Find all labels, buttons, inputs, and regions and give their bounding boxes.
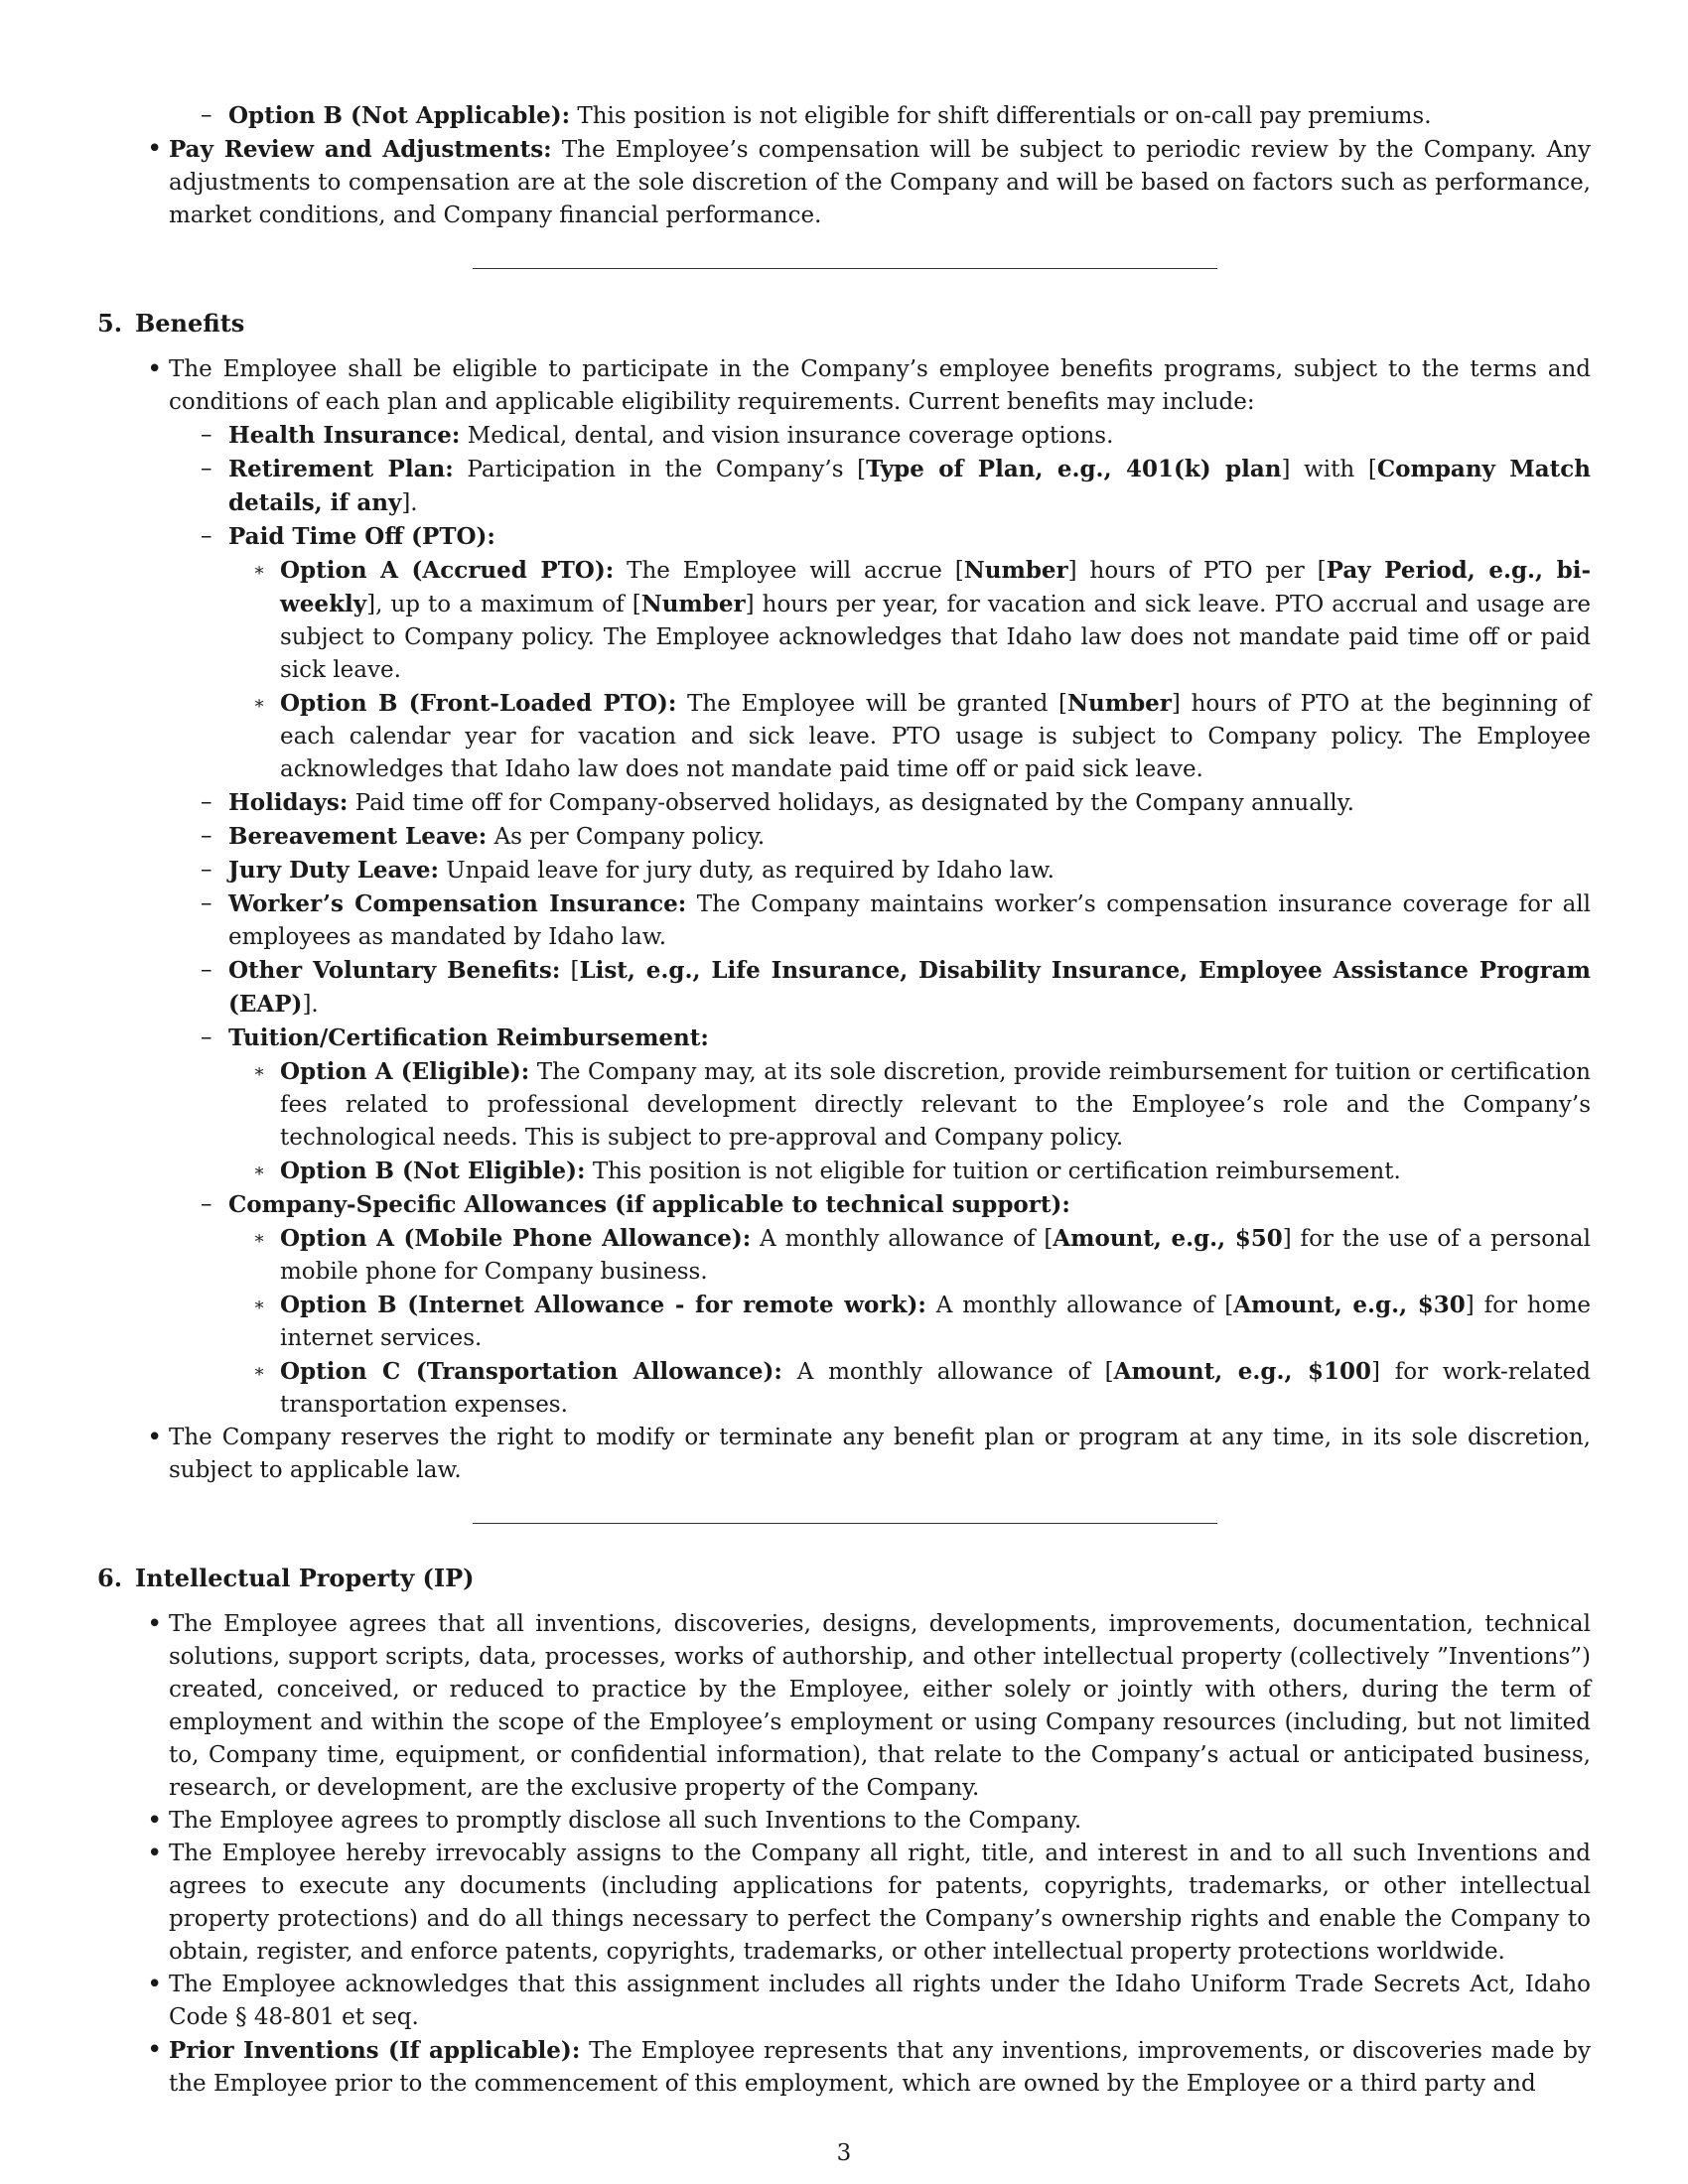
tuition-option-b: ∗ Option B (Not Eligible): This position is not eligible for tuition or certification reimbursement. <box>253 1158 1401 1184</box>
workers-comp: – Worker’s Compensation Insurance: The Company maintains worker’s compensation insurance coverage for all employees as mandated by Idaho law. <box>201 890 1592 950</box>
benefits-reserve: • The Company reserves the right to modify or terminate any benefit plan or program at any time, in its sole discretion, subject to applicable law. <box>147 1423 1591 1483</box>
bullet: • <box>147 134 163 164</box>
tuition-option-a: ∗ Option A (Eligible): The Company may, at its sole discretion, provide reimbursement for tuition or certification fees related to professional development directly relevant to the Employee’s role and the Company’s technological needs. This is subject to pre-approval and Company policy. <box>253 1058 1591 1151</box>
allowance-option-b: ∗ Option B (Internet Allowance - for remote work): A monthly allowance of [Amount, e.g., $30] for home internet services. <box>253 1292 1591 1351</box>
section-5-heading: 5. Benefits <box>97 309 245 338</box>
shift-option-b: – Option B (Not Applicable): This position is not eligible for shift differentials or on-call pay premiums. <box>228 99 1591 133</box>
holidays: – Holidays: Paid time off for Company-observed holidays, as designated by the Company annually. <box>201 789 1354 816</box>
voluntary-benefits: – Other Voluntary Benefits: [List, e.g., Life Insurance, Disability Insurance, Employee Assistance Program (EAP)]. <box>201 957 1591 1018</box>
benefits-intro: • The Employee shall be eligible to participate in the Company’s employee benefits programs, subject to the terms and conditions of each plan and applicable eligibility requirements. Current benefits may include: <box>147 354 1591 415</box>
section-6-heading: 6. Intellectual Property (IP) <box>97 1564 475 1592</box>
ip-paragraph-3: • The Employee hereby irrevocably assigns to the Company all right, title, and interest in and to all such Inventions and agrees to execute any documents (including applications for patents, copyrights, trademarks, or other intellectual property protections) and do all things necessary to perfect the Company’s ownership rights and enable the Company to obtain, register, and enforce patents, copyrights, trademarks, or other intellectual property protections worldwide. <box>147 1839 1591 1965</box>
ip-paragraph-1: • The Employee agrees that all inventions, discoveries, designs, developments, improvements, documentation, technical solutions, support scripts, data, processes, works of authorship, and other intellectual property (collectively ”Inventions”) created, conceived, or reduced to practice by the Employee, either solely or jointly with others, during the term of employment and within the scope of the Employee’s employment or using Company resources (including, but not limited to, Company time, equipment, or confidential information), that relate to the Company’s actual or anticipated business, research, or development, are the exclusive property of the Company. <box>147 1609 1591 1801</box>
allowance-option-c: ∗ Option C (Transportation Allowance): A monthly allowance of [Amount, e.g., $100] for work-related transportation expenses. <box>253 1358 1591 1418</box>
section-divider <box>473 268 1217 269</box>
ip-paragraph-2: • The Employee agrees to promptly disclose all such Inventions to the Company. <box>147 1806 1082 1836</box>
page-content <box>97 99 1591 2101</box>
pto: – Paid Time Off (PTO): <box>201 523 495 550</box>
retirement-plan: – Retirement Plan: Participation in the Company’s [Type of Plan, e.g., 401(k) plan] with [Company Match details, if any]. <box>201 456 1591 516</box>
allowance-option-a: ∗ Option A (Mobile Phone Allowance): A monthly allowance of [Amount, e.g., $50] for the use of a personal mobile phone for Company business. <box>253 1225 1591 1285</box>
jury-duty-leave: – Jury Duty Leave: Unpaid leave for jury duty, as required by Idaho law. <box>201 857 1055 884</box>
page-number: 3 <box>836 2140 852 2166</box>
bereavement-leave: – Bereavement Leave: As per Company policy. <box>201 823 766 850</box>
bullet: • <box>147 354 163 384</box>
company-allowances: – Company-Specific Allowances (if applicable to technical support): <box>201 1191 1070 1218</box>
pay-review-item: • Pay Review and Adjustments: The Employee’s compensation will be subject to periodic review by the Company. Any adjustments to compensation are at the sole discretion of the Company and will be based on factors such as performance, market conditions, and Company financial performance. <box>147 134 1592 228</box>
health-insurance: – Health Insurance: Medical, dental, and vision insurance coverage options. <box>201 422 1114 449</box>
ip-paragraph-4: • The Employee acknowledges that this assignment includes all rights under the Idaho Uniform Trade Secrets Act, Idaho Code § 48-801 et seq. <box>147 1970 1591 2030</box>
pto-option-a: ∗ Option A (Accrued PTO): The Employee will accrue [Number] hours of PTO per [Pay Period, e.g., bi-weekly], up to a maximum of [Number] hours per year, for vacation and sick leave. PTO accrual and usage are subject to Company policy. The Employee acknowledges that Idaho law does not mandate paid time off or paid sick leave. <box>253 557 1592 683</box>
dash-bullet: – <box>201 102 212 128</box>
pto-option-b: ∗ Option B (Front-Loaded PTO): The Employee will be granted [Number] hours of PTO at the beginning of each calendar year for vacation and sick leave. PTO usage is subject to Company policy. The Employee acknowledges that Idaho law does not mandate paid time off or paid sick leave. <box>253 690 1592 782</box>
prior-inventions: • Prior Inventions (If applicable): The Employee represents that any inventions, improvements, or discoveries made by the Employee prior to the commencement of this employment, which are owned by the Employee or a third party and <box>147 2035 1592 2097</box>
section-divider <box>473 1523 1217 1524</box>
tuition-reimbursement: – Tuition/Certification Reimbursement: <box>201 1024 709 1051</box>
